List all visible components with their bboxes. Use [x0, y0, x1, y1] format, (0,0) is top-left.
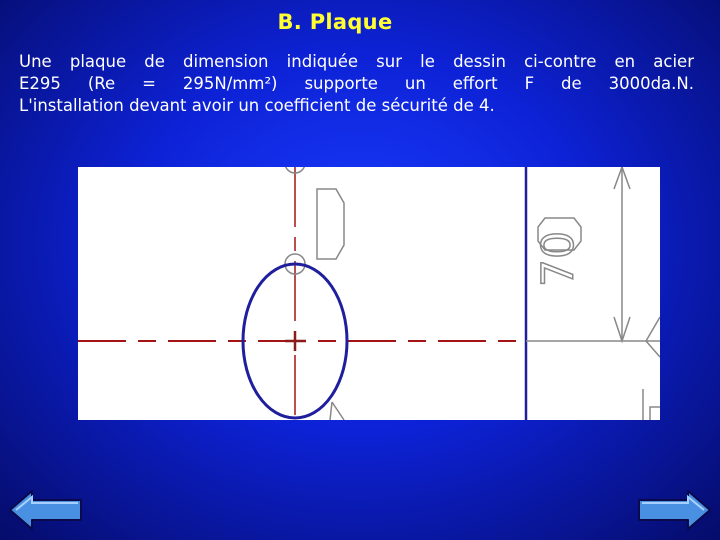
arrow-left-icon: [8, 488, 84, 532]
problem-statement: [19, 51, 694, 117]
slide-title: B. Plaque: [277, 10, 393, 34]
statement-line-1: Une plaque de dimension indiquée sur le dessin ci-contre en acier: [19, 52, 694, 71]
notch-shape: [317, 189, 344, 259]
statement-line-2: E295 (Re = 295N/mm²) supporte un effort F de 3000da.N.: [19, 74, 694, 93]
arrow-right-icon: [636, 488, 712, 532]
force-arrow-head: [330, 402, 332, 420]
dimension-label-70: 70: [533, 231, 584, 287]
edge-mark-arrow: [646, 317, 660, 357]
next-slide-button[interactable]: [636, 488, 712, 532]
plate-drawing-svg: [78, 167, 660, 420]
previous-slide-button[interactable]: [8, 488, 84, 532]
technical-drawing: [78, 167, 660, 420]
edge-mark-box: [650, 407, 660, 420]
statement-line-3: L'installation devant avoir un coefficient de sécurité de 4.: [19, 96, 495, 115]
force-arrow-partial: [332, 402, 344, 420]
